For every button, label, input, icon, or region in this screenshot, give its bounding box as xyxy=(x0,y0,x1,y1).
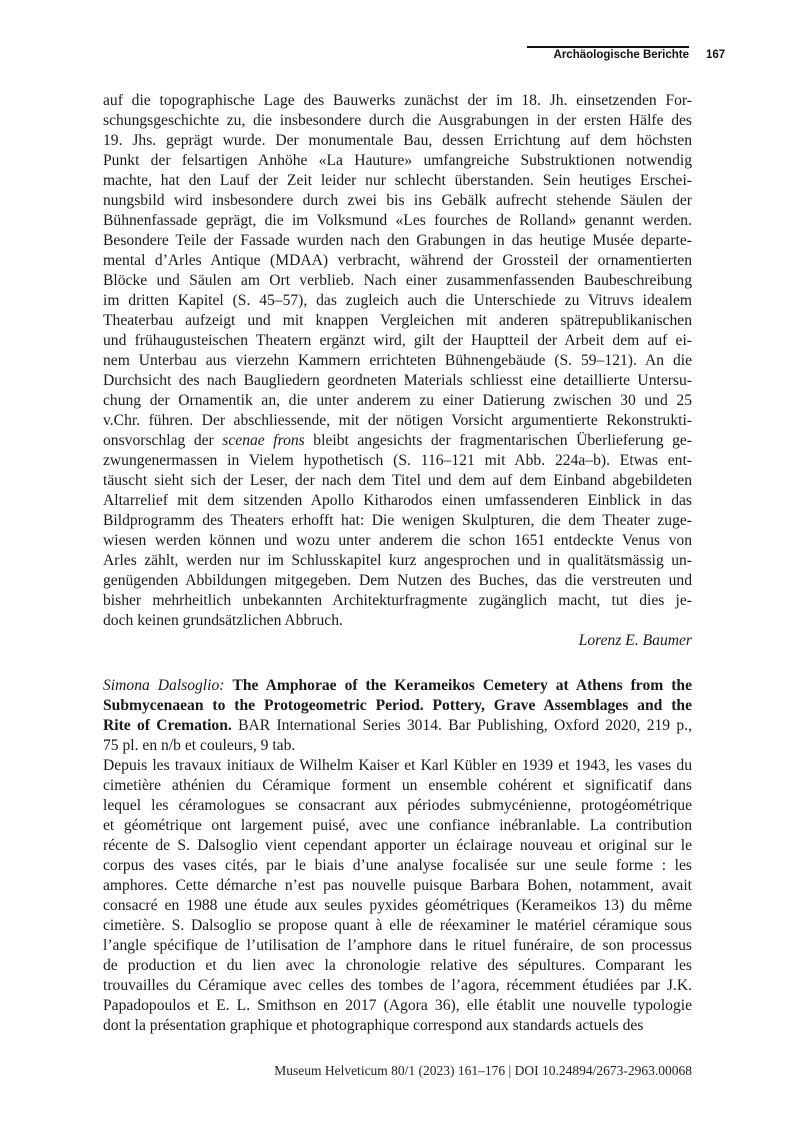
bold-text: Submycenaean to the Protogeometric Period. Pottery, Grave Assemblages and the xyxy=(103,697,692,714)
header-rule xyxy=(527,46,689,48)
review-1-body xyxy=(103,91,692,631)
text-line xyxy=(103,796,692,816)
text-segment: et géométrique ont largement puisé, avec une confiance inébranlable. La contribution xyxy=(103,817,692,834)
text-segment: zwungenermassen in Vielem hypothetisch (S. 116–121 mit Abb. 224a–b). Etwas ent- xyxy=(103,452,692,469)
text-line xyxy=(103,291,692,311)
text-line xyxy=(103,936,692,956)
text-segment: Altarrelief mit dem sitzenden Apollo Kitharodos einen umfassenderen Einblick in das xyxy=(103,492,692,509)
text-segment: Besondere Teile der Fassade wurden nach den Grabungen in das heutige Musée departe- xyxy=(103,232,692,249)
text-line xyxy=(103,756,692,776)
text-segment: 75 pl. en n/b et couleurs, 9 tab. xyxy=(103,737,296,754)
text-segment: v.Chr. führen. Der abschliessende, mit der nötigen Vorsicht argumentierte Rekonstrukti- xyxy=(103,412,692,429)
text-line xyxy=(103,351,692,371)
text-line xyxy=(103,776,692,796)
text-segment: doch keinen grundsätzlichen Abbruch. xyxy=(103,612,343,629)
text-line xyxy=(103,996,692,1016)
text-segment: consacré en 1988 une étude aux seules pyxides géométriques (Kerameikos 13) du même xyxy=(103,897,692,914)
text-line xyxy=(103,511,692,531)
text-line xyxy=(103,591,692,611)
text-segment: nem Unterbau aus vierzehn Kammern errichteten Bühnengebäude (S. 59–121). An die xyxy=(103,352,692,369)
text-line xyxy=(103,571,692,591)
text-segment: Arles zählt, werden nur im Schlusskapitel kurz angesprochen und in qualitätsmässig un- xyxy=(103,552,692,569)
text-segment: bleibt angesichts der fragmentarischen Überlieferung ge- xyxy=(304,432,693,449)
text-line xyxy=(103,171,692,191)
text-segment: onsvorschlag der xyxy=(103,432,223,449)
text-line xyxy=(103,191,692,211)
text-line xyxy=(103,111,692,131)
text-segment: chung der Ornamentik an, die unter anderem zu einer Datierung zwischen 30 und 25 xyxy=(103,392,692,409)
text-line xyxy=(103,716,692,736)
review-2-body xyxy=(103,676,692,1036)
text-line xyxy=(103,876,692,896)
text-segment: Blöcke und Säulen am Ort verblieb. Nach einer zusammenfassenden Baubeschreibung xyxy=(103,272,692,289)
text-line xyxy=(103,451,692,471)
text-segment: Durchsicht des nach Baugliedern geordneten Materials schliesst eine detaillierte Untersu- xyxy=(103,372,692,389)
text-segment: corpus des vases cités, par le biais d’une analyse focalisée sur une seule forme : les xyxy=(103,857,692,874)
text-segment: Bühnenfassade geprägt, die im Volksmund «Les fourches de Rolland» genannt werden. xyxy=(103,212,692,229)
text-line xyxy=(103,471,692,491)
text-segment: Punkt der felsartigen Anhöhe «La Hauture» umfangreiche Substruktionen notwendig xyxy=(103,152,692,169)
review-1-signature: Lorenz E. Baumer xyxy=(578,632,692,649)
text-line xyxy=(103,976,692,996)
text-segment: schungsgeschichte zu, die insbesondere durch die Ausgrabungen in der ersten Hälfe des xyxy=(103,112,692,129)
text-line xyxy=(103,391,692,411)
text-line xyxy=(103,896,692,916)
text-line xyxy=(103,411,692,431)
text-segment: récente de S. Dalsoglio vient cependant apporter un éclairage nouveau et original sur le xyxy=(103,837,692,854)
text-segment: auf die topographische Lage des Bauwerks zunächst der im 18. Jh. einsetzenden For- xyxy=(103,92,692,109)
text-segment: amphores. Cette démarche n’est pas nouvelle puisque Barbara Bohen, notamment, avait xyxy=(103,877,692,894)
text-segment: nungsbild wird insbesondere durch zwei bis ins Gebälk aufrecht stehende Säulen der xyxy=(103,192,692,209)
running-header-title: Archäologische Berichte xyxy=(553,49,689,61)
text-line xyxy=(103,531,692,551)
italic-text: Simona Dalsoglio: xyxy=(103,677,225,694)
text-segment: genügenden Abbildungen mitgegeben. Dem Nutzen des Buches, das die verstreuten und xyxy=(103,572,692,589)
text-segment: 19. Jhs. geprägt wurde. Der monumentale Bau, dessen Errichtung auf dem höchsten xyxy=(103,132,692,149)
text-segment: bisher mehrheitlich unbekannten Architekturfragmente zugänglich macht, tut dies je- xyxy=(103,592,692,609)
text-segment: Bildprogramm des Theaters erhofft hat: Die wenigen Skulpturen, die dem Theater zuge- xyxy=(103,512,692,529)
text-line xyxy=(103,736,692,756)
text-segment: machte, hat den Lauf der Zeit leider nur schlecht überstanden. Sein heutiges Erschei- xyxy=(103,172,692,189)
text-line xyxy=(103,131,692,151)
text-segment: wiesen werden können und wozu unter anderem die schon 1651 entdeckte Venus von xyxy=(103,532,692,549)
text-line xyxy=(103,696,692,716)
text-line xyxy=(103,836,692,856)
text-line xyxy=(103,331,692,351)
text-segment: cimetière. S. Dalsoglio se propose quant à elle de réexaminer le matériel céramique sous xyxy=(103,917,692,934)
text-segment: und frühaugusteischen Theatern ergänzt wird, gilt der Hauptteil der Arbeit dem auf ei- xyxy=(103,332,692,349)
footer-citation: Museum Helveticum 80/1 (2023) 161–176 | DOI 10.24894/2673-2963.00068 xyxy=(274,1063,692,1078)
text-line xyxy=(103,231,692,251)
text-segment: dont la présentation graphique et photographique correspond aux standards actuels des xyxy=(103,1017,644,1034)
text-segment: trouvailles du Céramique avec celles des tombes de l’agora, récemment étudiées par J.K. xyxy=(103,977,692,994)
text-segment: Papadopoulos et E. L. Smithson en 2017 (Agora 36), elle établit une nouvelle typologie xyxy=(103,997,692,1014)
text-line xyxy=(103,916,692,936)
text-line xyxy=(103,676,692,696)
text-segment: de production et du lien avec la chronologie relative des sépultures. Comparant les xyxy=(103,957,692,974)
text-line xyxy=(103,91,692,111)
page-number: 167 xyxy=(706,49,726,61)
text-line xyxy=(103,251,692,271)
text-line xyxy=(103,271,692,291)
text-segment: im dritten Kapitel (S. 45–57), das zugleich auch die Unterschiede zu Vitruvs idealem xyxy=(103,292,692,309)
text-segment: Theaterbau aufzeigt und mit knappen Vergleichen mit anderen spätrepublikanischen xyxy=(103,312,692,329)
text-segment: mental d’Arles Antique (MDAA) verbracht, während der Grossteil der ornamentierten xyxy=(103,252,692,269)
text-segment: cimetière athénien du Céramique forment un ensemble cohérent et significatif dans xyxy=(103,777,692,794)
text-line xyxy=(103,1016,692,1036)
text-segment: lequel les céramologues se consacrant aux périodes submycénienne, protogéométrique xyxy=(103,797,692,814)
text-line xyxy=(103,431,692,451)
text-line xyxy=(103,816,692,836)
italic-text: scenae frons xyxy=(222,432,305,449)
text-segment: l’angle spécifique de l’utilisation de l’amphore dans le rituel funéraire, de son processus xyxy=(103,937,692,954)
text-line xyxy=(103,151,692,171)
text-line xyxy=(103,491,692,511)
bold-text: Rite of Cremation. xyxy=(103,717,232,734)
text-segment: BAR International Series 3014. Bar Publishing, Oxford 2020, 219 p., xyxy=(231,717,693,734)
text-line xyxy=(103,551,692,571)
text-line xyxy=(103,311,692,331)
text-line xyxy=(103,211,692,231)
text-line xyxy=(103,371,692,391)
bold-text: The Amphorae of the Kerameikos Cemetery at Athens from the xyxy=(232,677,692,694)
text-segment: täuscht sieht sich der Leser, der nach dem Titel und dem auf dem Einband abgebildeten xyxy=(103,472,692,489)
text-line xyxy=(103,856,692,876)
text-line xyxy=(103,611,692,631)
text-segment: Depuis les travaux initiaux de Wilhelm Kaiser et Karl Kübler en 1939 et 1943, les vases du xyxy=(103,757,692,774)
text-line xyxy=(103,956,692,976)
